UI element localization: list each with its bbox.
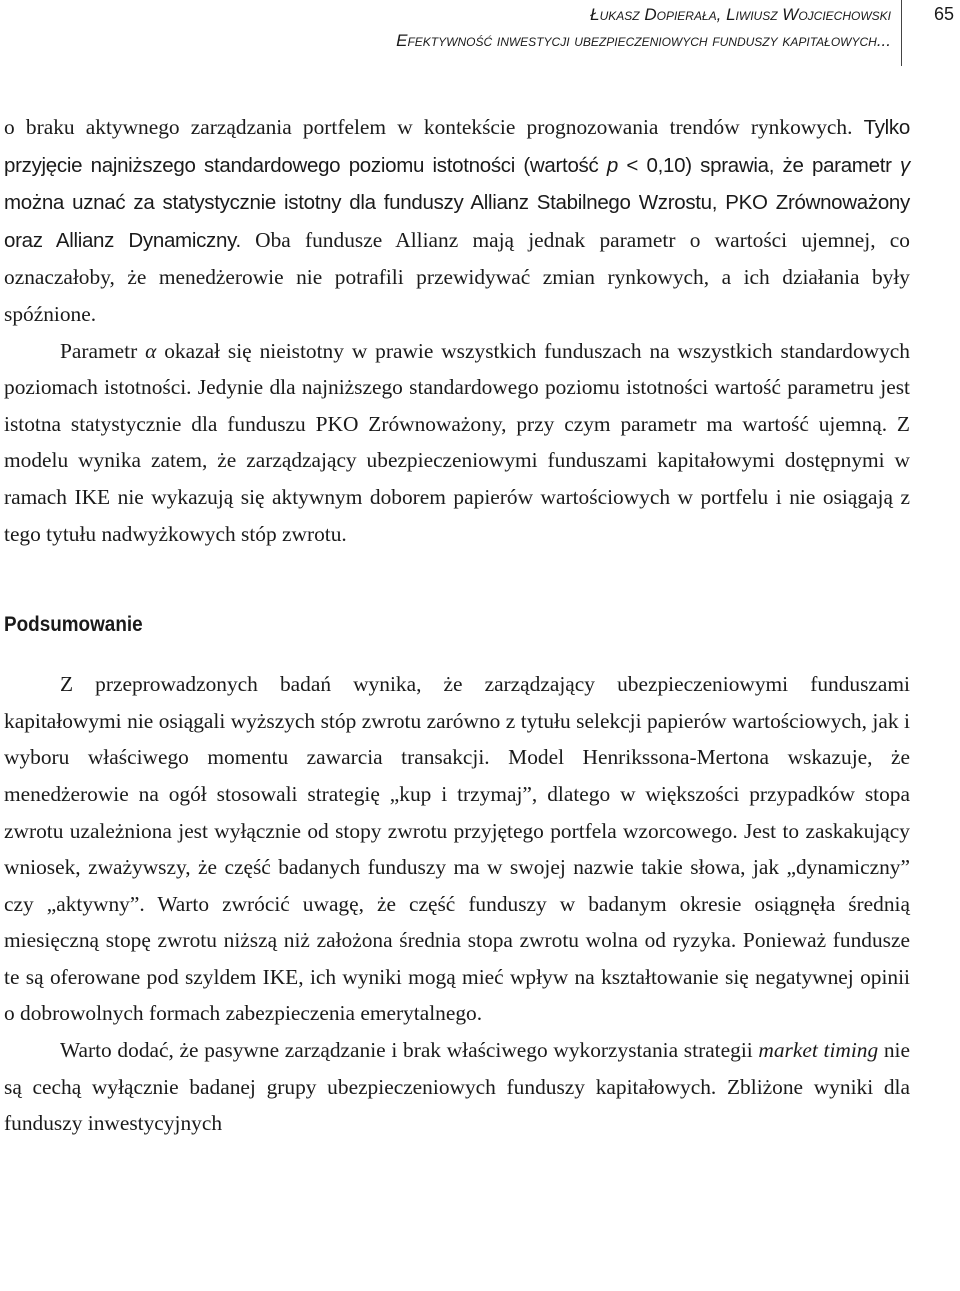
paragraph-4-part-a: Warto dodać, że pasywne zarządzanie i brak właściwego wykorzystania strategii (60, 1038, 759, 1063)
term-market-timing: market timing (758, 1038, 879, 1063)
paragraph-4-part-b: nie są cechą wyłącznie badanej grupy ubezpieczeniowych funduszy kapitałowych. Zbliżone wyniki dla funduszy inwestycyjnych (4, 1038, 910, 1136)
variable-alpha: α (145, 338, 157, 363)
header-text-block (396, 0, 902, 66)
paragraph-1-part-e: Oba fundusze Allianz mają jednak parametr o wartości ujemnej, co oznaczałoby, że menedżerowie nie potrafili przewidywać zmian rynkowych, a ich działania były spóźnione. (4, 227, 910, 326)
paragraph-2-part-a: Parametr (60, 338, 146, 363)
paragraph-4 (4, 1032, 910, 1142)
section-heading: Podsumowanie (4, 613, 143, 637)
header-authors: Łukasz Dopierała, Liwiusz Wojciechowski (590, 5, 891, 24)
page-number: 65 (933, 4, 954, 24)
paragraph-2-part-b: okazał się nieistotny w prawie wszystkich funduszach na wszystkich standardowych poziomach istotności. Jedynie dla najniższego standardowego poziomu istotności wartość parametru jest istotna statystycznie dla funduszu PKO Zrównoważony, przy czym parametr ma wartość ujemną. Z modelu wynika zatem, że zarządzający ubezpieczeniowymi funduszami kapitałowymi dostępnymi w ramach IKE nie wykazują się aktywnym doborem papierów wartościowych w portfelu i nie osiągają z tego tytułu nadwyżkowych stóp zwrotu. (4, 338, 910, 546)
paragraph-3: Z przeprowadzonych badań wynika, że zarządzający ubezpieczeniowymi funduszami kapitałowymi nie osiągali wyższych stóp zwrotu zarówno z tytułu selekcji papierów wartościowych, jak i wyboru właściwego momentu zawarcia transakcji. Model Henrikssona-Mertona wskazuje, że menedżerowie na ogół stosowali strategię „kup i trzymaj”, dlatego w większości przypadków stopa zwrotu uzależniona jest wyłącznie od stopy zwrotu przyjętego portfela wzorcowego. Jest to zaskakujący wniosek, zważywszy, że część badanych funduszy ma w swojej nazwie takie słowa, jak „dynamiczny” czy „aktywny”. Warto zwrócić uwagę, że część funduszy w badanym okresie osiągnęła średnią miesięczną stopę zwrotu niższą niż założona średnia stopa zwrotu wolna od ryzyka. Ponieważ fundusze te są oferowane pod szyldem IKE, ich wyniki mogą mieć wpływ na kształtowanie się negatywnej opinii o dobrowolnych formach zabezpieczenia emerytalnego. (4, 672, 910, 1026)
page-body (4, 109, 910, 1142)
paragraph-1-part-d: można uznać za statystycznie istotny dla funduszy Allianz Stabilnego Wzrostu, PKO Zrównoważony oraz Allianz Dynamiczny. (4, 191, 910, 252)
paragraph-1-part-a: o braku aktywnego zarządzania portfelem w kontekście prognozowania trendów rynkowych. (4, 115, 864, 139)
variable-gamma: γ (900, 153, 910, 177)
variable-p: p (606, 153, 618, 177)
paragraph-1 (4, 109, 910, 333)
running-header (0, 0, 960, 70)
paragraph-1-part-c: < 0,10) sprawia, że parametr (617, 153, 901, 177)
paragraph-2 (4, 333, 910, 553)
paragraph-1-part-b: Tylko przyjęcie najniższego standardowego poziomu istotności (wartość (4, 116, 910, 177)
header-article-title: Efektywność inwestycji ubezpieczeniowych funduszy kapitałowych... (396, 31, 891, 50)
